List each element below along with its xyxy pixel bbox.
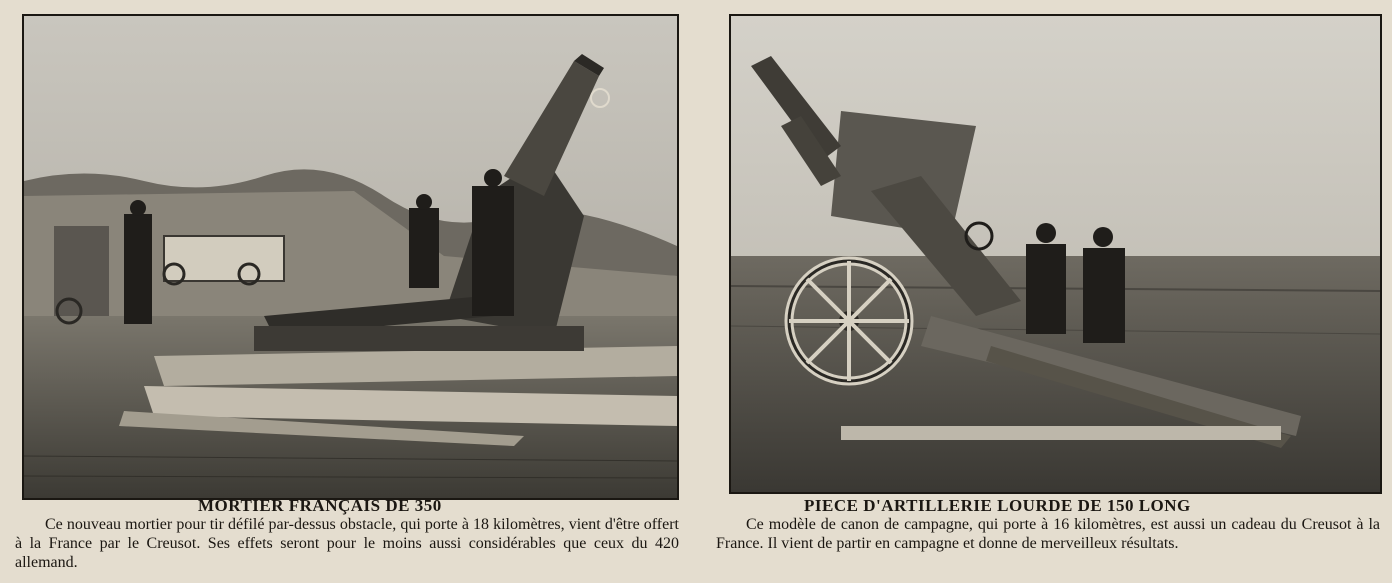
mortar-photo bbox=[22, 14, 679, 500]
left-caption-body bbox=[15, 515, 679, 572]
left-caption-text: Ce nouveau mortier pour tir défilé par-dessus obstacle, qui porte à 18 kilomètres, vient d'être offert à la France par le Creusot. Ses effets seront pour le moins aussi considérables que ceux du 420 allemand. bbox=[15, 516, 679, 571]
right-caption-body bbox=[716, 515, 1380, 553]
howitzer-photo bbox=[729, 14, 1382, 494]
wheel-illustration bbox=[789, 261, 909, 381]
mortar-illustration bbox=[24, 16, 677, 498]
right-caption-title: PIECE D'ARTILLERIE LOURDE DE 150 LONG bbox=[804, 496, 1191, 515]
right-caption-text: Ce modèle de canon de campagne, qui porte à 16 kilomètres, est aussi un cadeau du Creusot à la France. Il vient de partir en campagne et donne de merveilleux résultats. bbox=[716, 516, 1380, 552]
left-caption-title: MORTIER FRANÇAIS DE 350 bbox=[198, 496, 442, 515]
howitzer-illustration bbox=[731, 16, 1380, 492]
